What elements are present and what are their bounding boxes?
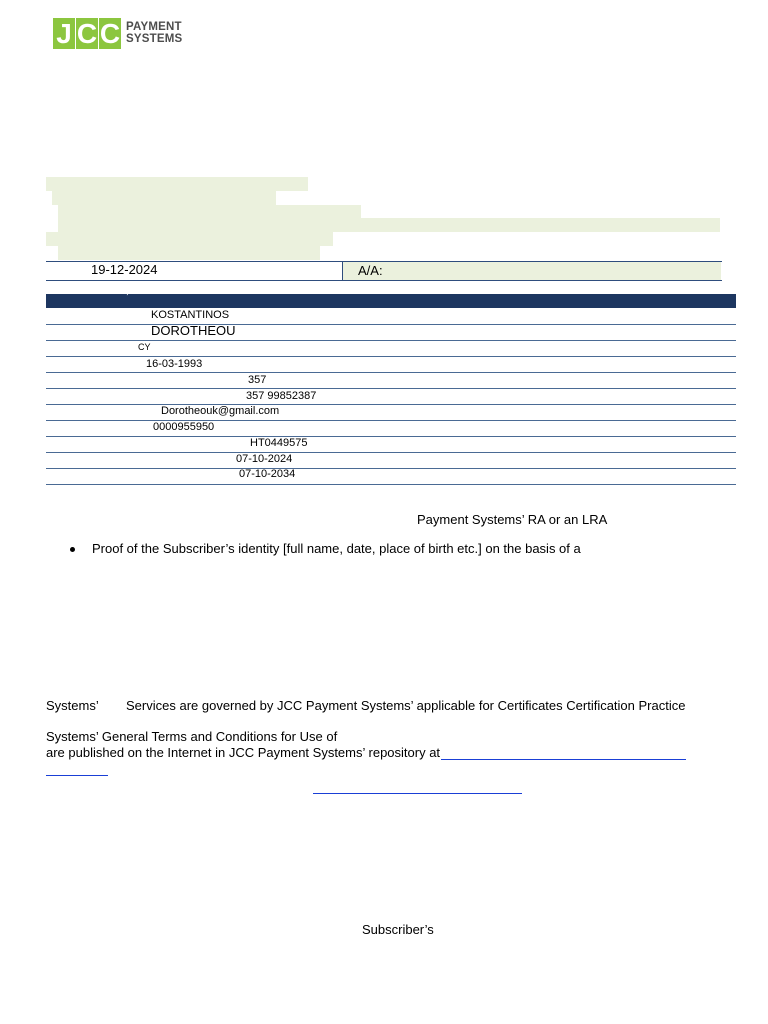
row-line (46, 452, 736, 453)
date-row-bottom-rule (46, 280, 722, 281)
row-line (46, 324, 736, 325)
table-header-bar (46, 294, 736, 308)
country-code-value: 357 (248, 374, 267, 386)
first-name-value: KOSTANTINOS (151, 309, 230, 321)
row-line (46, 404, 736, 405)
paragraph-line-3: are published on the Internet in JCC Payment Systems’ repository at (46, 745, 441, 760)
row-line (46, 420, 736, 421)
row-line (46, 372, 736, 373)
birth-date-value: 16-03-1993 (146, 358, 203, 370)
repository-link-continued[interactable] (46, 775, 108, 776)
id-number-value: 0000955950 (153, 421, 215, 433)
document-number-value: HT0449575 (250, 437, 308, 449)
jcc-logo (53, 17, 182, 49)
last-name-value: DOROTHEOU (151, 323, 236, 338)
expiry-date-value: 07-10-2034 (239, 468, 296, 480)
shaded-block-2 (52, 191, 276, 205)
logo-line-2: SYSTEMS (126, 33, 183, 45)
shaded-block-3 (58, 205, 361, 218)
logo-letter-c1: C (76, 17, 98, 49)
logo-wordmark (126, 21, 182, 45)
email-value: Dorotheouk@gmail.com (161, 405, 280, 417)
issue-date-value: 07-10-2024 (236, 453, 293, 465)
shaded-block-6 (58, 246, 320, 260)
paragraph-line-2: Systems’ General Terms and Conditions for Use of (46, 729, 338, 744)
row-line (46, 356, 736, 357)
phone-value: 357 99852387 (246, 390, 317, 402)
repository-link[interactable] (441, 759, 686, 760)
subscriber-label: Subscriber’s (362, 922, 434, 937)
logo-line-1: PAYMENT (126, 21, 182, 33)
aa-field-shade (343, 262, 721, 280)
aa-label: A/A: (358, 263, 383, 278)
paragraph-line-1-right: Services are governed by JCC Payment Systems’ applicable for Certificates Certification Practice (126, 698, 686, 713)
bullet-icon (70, 547, 75, 552)
row-line (46, 436, 736, 437)
logo-letter-j: J (53, 18, 75, 49)
row-line (46, 484, 736, 485)
paragraph-line-1-left: Systems’ (46, 698, 99, 713)
ra-line: Payment Systems’ RA or an LRA (417, 512, 608, 527)
row-line (46, 388, 736, 389)
row-line (46, 340, 736, 341)
shaded-block-5 (46, 232, 333, 246)
document-date: 19-12-2024 (91, 262, 158, 277)
bullet-text: Proof of the Subscriber’s identity [full name, date, place of birth etc.] on the basis of a (92, 541, 581, 556)
secondary-link[interactable] (313, 793, 522, 794)
country-value: CY (138, 342, 151, 352)
shaded-block-1 (46, 177, 308, 191)
table-header-mark: ’ (126, 290, 129, 304)
logo-letter-c2: C (99, 17, 121, 49)
row-line (46, 468, 736, 469)
shaded-block-4 (58, 218, 720, 232)
